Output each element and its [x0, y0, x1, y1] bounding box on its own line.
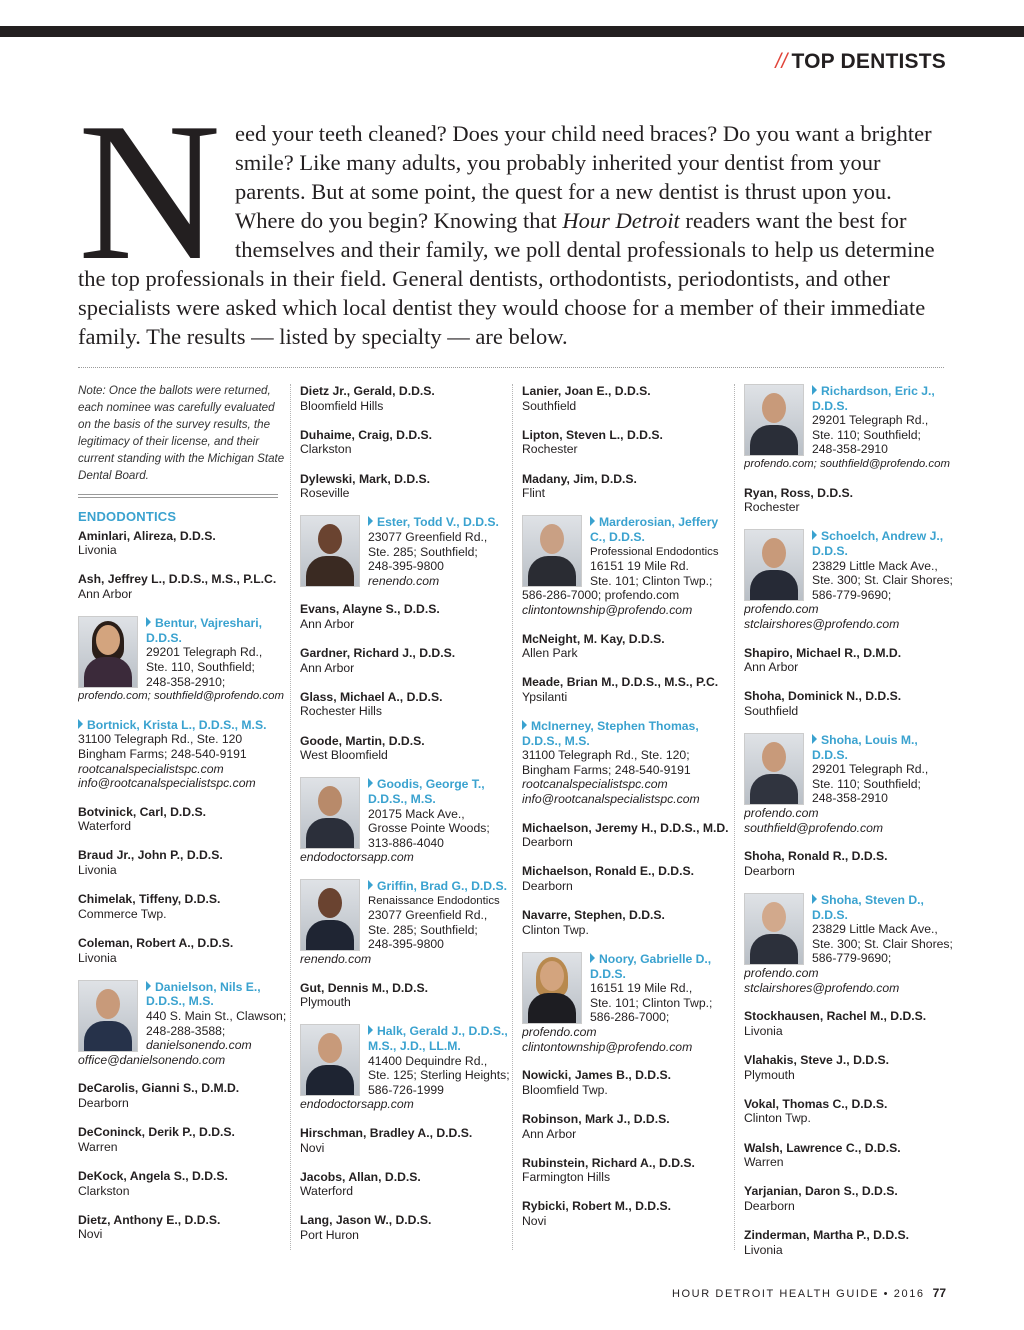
- website: rootcanalspecialistspc.com: [78, 761, 224, 776]
- list-item: [78, 892, 288, 921]
- dentist-photo: [744, 733, 804, 805]
- dentist-name: Meade, Brian M., D.D.S., M.S., P.C.: [522, 675, 719, 690]
- list-item: [522, 821, 732, 850]
- featured-name: Halk, Gerald J., D.D.S., M.S., J.D., LL.M.: [368, 1024, 508, 1053]
- list-item: [522, 1068, 732, 1097]
- triangle-icon: [146, 981, 151, 991]
- list-item: [300, 981, 510, 1010]
- featured-entry: [522, 952, 732, 1054]
- address-line: 23077 Greenfield Rd.,: [368, 908, 488, 923]
- dentist-city: Rochester: [744, 500, 800, 515]
- dentist-name: Chimelak, Tiffeny, D.D.S.: [78, 892, 221, 907]
- list-item: [744, 1228, 954, 1257]
- phone: 586-779-9690;: [812, 951, 892, 966]
- dentist-city: Novi: [78, 1227, 103, 1242]
- dentist-name: Navarre, Stephen, D.D.S.: [522, 908, 665, 923]
- list-item: [78, 805, 288, 834]
- list-item: [78, 1213, 288, 1242]
- featured-name: Danielson, Nils E., D.D.S., M.S.: [146, 979, 261, 1009]
- featured-name: McInerney, Stephen Thomas, D.D.S., M.S.: [522, 719, 699, 748]
- list-item: [522, 632, 732, 661]
- top-bar: [0, 26, 1024, 37]
- featured-name: Richardson, Eric J., D.D.S.: [812, 384, 935, 413]
- address-line: 23829 Little Mack Ave.,: [812, 558, 938, 573]
- dentist-name: DeConinck, Derik P., D.D.S.: [78, 1125, 235, 1140]
- dentist-photo: [522, 515, 582, 587]
- address-line: Ste. 300; St. Clair Shores;: [812, 573, 953, 588]
- featured-entry: [744, 529, 954, 631]
- dentist-city: Rochester Hills: [300, 704, 382, 719]
- phone: 586-726-1999: [368, 1082, 444, 1097]
- page-number: 77: [932, 1286, 946, 1300]
- dentist-city: Roseville: [300, 486, 350, 501]
- featured-name: Schoelch, Andrew J., D.D.S.: [812, 529, 944, 558]
- column-3: [522, 378, 732, 1243]
- dentist-name: Vlahakis, Steve J., D.D.S.: [744, 1052, 889, 1067]
- dentist-city: Novi: [522, 1214, 547, 1229]
- list-item: [78, 572, 288, 601]
- triangle-icon: [368, 516, 373, 526]
- dentist-name: Yarjanian, Daron S., D.D.S.: [744, 1184, 898, 1199]
- dentist-photo: [744, 893, 804, 965]
- address-line: Grosse Pointe Woods;: [368, 821, 490, 836]
- triangle-icon: [812, 385, 817, 395]
- dentist-city: Warren: [744, 1155, 784, 1170]
- website: profendo.com: [744, 602, 819, 617]
- featured-entry: [300, 777, 510, 865]
- list-item: [522, 864, 732, 893]
- website: renendo.com: [368, 573, 440, 588]
- column-divider: [734, 384, 735, 1250]
- dentist-name: Rubinstein, Richard A., D.D.S.: [522, 1155, 695, 1170]
- dentist-city: Dearborn: [522, 879, 573, 893]
- category-heading: ENDODONTICS: [78, 509, 177, 524]
- triangle-icon: [368, 1025, 373, 1035]
- list-item: [522, 1112, 732, 1141]
- address-line: 31100 Telegraph Rd., Ste. 120;: [522, 748, 690, 763]
- triangle-icon: [368, 778, 373, 788]
- website: profendo.com; southfield@profendo.com: [744, 457, 950, 470]
- list-item: [78, 1125, 288, 1154]
- dentist-name: Shoha, Ronald R., D.D.S.: [744, 849, 888, 864]
- featured-entry: [78, 980, 288, 1068]
- address-line: Ste. 110; Southfield;: [812, 427, 921, 442]
- dentist-name: Lipton, Steven L., D.D.S.: [522, 427, 663, 442]
- dentist-name: Rybicki, Robert M., D.D.S.: [522, 1199, 671, 1214]
- dentist-city: Clinton Twp.: [522, 922, 589, 937]
- list-item: [300, 734, 510, 763]
- dentist-city: Novi: [300, 1140, 325, 1155]
- dentist-name: McNeight, M. Kay, D.D.S.: [522, 631, 665, 646]
- address-line: Ste. 101; Clinton Twp.;: [590, 573, 713, 588]
- dentist-name: Aminlari, Alireza, D.D.S.: [78, 528, 216, 543]
- featured-name: Marderosian, Jeffery C., D.D.S.: [590, 515, 719, 544]
- list-item: [744, 1141, 954, 1170]
- list-item: [78, 848, 288, 877]
- address-line: 29201 Telegraph Rd.,: [812, 413, 929, 428]
- featured-name: Noory, Gabrielle D., D.D.S.: [590, 951, 712, 981]
- dentist-name: Stockhausen, Rachel M., D.D.S.: [744, 1009, 927, 1024]
- column-2: [300, 378, 510, 1257]
- column-divider: [290, 384, 291, 1250]
- email: info@rootcanalspecialistspc.com: [78, 776, 256, 791]
- publication-name: HOUR DETROIT HEALTH GUIDE • 2016: [671, 1288, 925, 1300]
- website: danielsonendo.com: [146, 1038, 252, 1053]
- featured-name: Shoha, Louis M., D.D.S.: [812, 733, 918, 762]
- dentist-name: Coleman, Robert A., D.D.S.: [78, 936, 234, 951]
- intro-paragraph: [78, 119, 944, 351]
- website: profendo.com: [744, 965, 819, 980]
- featured-name: Griffin, Brad G., D.D.S.: [300, 879, 510, 894]
- email: info@rootcanalspecialistspc.com: [522, 792, 700, 807]
- list-item: [522, 472, 732, 501]
- dentist-photo: [300, 1024, 360, 1096]
- triangle-icon: [812, 530, 817, 540]
- dentist-city: Commerce Twp.: [78, 906, 167, 921]
- dentist-name: Hirschman, Bradley A., D.D.S.: [300, 1125, 473, 1140]
- phone: 586-286-7000; profendo.com: [522, 588, 680, 603]
- address-line: 23077 Greenfield Rd.,: [368, 529, 488, 544]
- list-item: [78, 1081, 288, 1110]
- dentist-city: Plymouth: [744, 1067, 795, 1082]
- section-slashes: //: [775, 50, 788, 73]
- intro-text-2: readers want the best for themselves and their family, we poll dental professionals to help us determine the top professionals in their field. General dentists, orthodontists, periodontists, and other specialists were asked which local dentist they would choose for a member of their immediate family. The results — listed by specialty — are below.: [78, 208, 935, 349]
- dentist-name: Gut, Dennis M., D.D.S.: [300, 980, 428, 995]
- email: office@danielsonendo.com: [78, 1052, 226, 1067]
- dentist-name: Ash, Jeffrey L., D.D.S., M.S., P.L.C.: [78, 572, 277, 587]
- list-item: [522, 384, 732, 413]
- list-item: [522, 1156, 732, 1185]
- dentist-city: Ypsilanti: [522, 689, 568, 704]
- featured-entry: [522, 515, 732, 617]
- dentist-city: Livonia: [744, 1242, 783, 1257]
- triangle-icon: [590, 516, 595, 526]
- dentist-name: Shapiro, Michael R., D.M.D.: [744, 645, 902, 660]
- email: stclairshores@profendo.com: [744, 980, 900, 995]
- dentist-city: West Bloomfield: [300, 748, 388, 763]
- address-line: Ste. 285; Southfield;: [368, 544, 478, 559]
- dentist-name: Gardner, Richard J., D.D.S.: [300, 646, 456, 661]
- dentist-city: Clarkston: [78, 1183, 130, 1198]
- list-item: [522, 675, 732, 704]
- list-item: [744, 849, 954, 878]
- website: profendo.com; southfield@profendo.com: [78, 690, 284, 703]
- triangle-icon: [368, 880, 373, 890]
- address-line: Ste. 285; Southfield;: [368, 922, 478, 937]
- featured-entry: [300, 1024, 510, 1112]
- featured-entry: [744, 893, 954, 995]
- phone: 248-358-2910: [812, 791, 888, 806]
- featured-entry: [744, 384, 954, 472]
- list-item: [300, 1213, 510, 1242]
- featured-name: Bentur, Vajreshari, D.D.S.: [146, 616, 263, 645]
- address-line: Ste. 300; St. Clair Shores;: [812, 936, 953, 951]
- phone: 248-288-3588;: [146, 1023, 226, 1038]
- dentist-city: Rochester: [522, 442, 578, 457]
- list-item: [300, 1126, 510, 1155]
- dentist-city: Port Huron: [300, 1228, 359, 1243]
- dentist-name: Dylewski, Mark, D.D.S.: [300, 471, 431, 486]
- dentist-photo: [300, 777, 360, 849]
- intro-italic: Hour Detroit: [562, 208, 680, 233]
- dentist-city: Livonia: [78, 543, 117, 558]
- list-item: [522, 428, 732, 457]
- phone: 313-886-4040: [368, 835, 444, 850]
- dentist-city: Waterford: [78, 819, 132, 834]
- triangle-icon: [78, 719, 83, 729]
- dentist-photo: [744, 384, 804, 456]
- dentist-city: Ann Arbor: [300, 660, 355, 675]
- dentist-city: Ann Arbor: [744, 660, 799, 675]
- phone: 586-779-9690;: [812, 587, 892, 602]
- dentist-city: Livonia: [78, 863, 117, 878]
- featured-name: Bortnick, Krista L., D.D.S., M.S.: [78, 718, 288, 733]
- featured-entry: [78, 718, 288, 791]
- triangle-icon: [522, 720, 527, 730]
- address-line: Ste. 110; Southfield;: [812, 776, 921, 791]
- dentist-city: Allen Park: [522, 646, 578, 661]
- dentist-city: Bloomfield Twp.: [522, 1082, 608, 1097]
- dentist-city: Dearborn: [744, 863, 795, 878]
- dentist-city: Livonia: [78, 950, 117, 965]
- list-item: [300, 428, 510, 457]
- address-line: 440 S. Main St., Clawson;: [146, 1009, 287, 1023]
- phone: 248-358-2910;: [146, 674, 226, 689]
- dentist-name: DeCarolis, Gianni S., D.M.D.: [78, 1081, 240, 1096]
- page-footer: [672, 1286, 946, 1300]
- dentist-city: Flint: [522, 486, 546, 501]
- dentist-city: Southfield: [522, 398, 577, 413]
- dentist-photo: [522, 952, 582, 1024]
- featured-entry: [744, 733, 954, 835]
- phone: 248-395-9800: [368, 559, 444, 574]
- website: endodoctorsapp.com: [300, 1097, 414, 1112]
- phone: 248-358-2910: [812, 442, 888, 457]
- list-item: [300, 602, 510, 631]
- list-item: [522, 1199, 732, 1228]
- dentist-name: Lanier, Joan E., D.D.S.: [522, 384, 651, 398]
- dentist-city: Plymouth: [300, 995, 351, 1010]
- dentist-photo: [78, 980, 138, 1052]
- list-item: [744, 1053, 954, 1082]
- column-1: [78, 378, 288, 1257]
- dentist-name: Dietz Jr., Gerald, D.D.S.: [300, 384, 435, 398]
- address-line: Ste. 110, Southfield;: [146, 659, 255, 674]
- column-4: [744, 378, 954, 1272]
- list-item: [744, 1097, 954, 1126]
- dentist-name: Vokal, Thomas C., D.D.S.: [744, 1096, 888, 1111]
- practice-name: Professional Endodontics: [590, 545, 719, 558]
- address-line: Bingham Farms; 248-540-9191: [78, 746, 247, 761]
- column-divider: [512, 384, 513, 1250]
- dentist-city: Ann Arbor: [78, 586, 133, 601]
- list-item: [744, 486, 954, 515]
- dentist-name: Evans, Alayne S., D.D.S.: [300, 602, 440, 617]
- address-line: 20175 Mack Ave.,: [368, 806, 465, 821]
- website: profendo.com: [522, 1024, 597, 1039]
- featured-entry: [522, 719, 732, 807]
- triangle-icon: [146, 617, 151, 627]
- website: rootcanalspecialistspc.com: [522, 777, 668, 792]
- list-item: [300, 1170, 510, 1199]
- dentist-city: Warren: [78, 1139, 118, 1154]
- list-item: [78, 936, 288, 965]
- drop-cap: N: [78, 82, 221, 301]
- dentist-name: Glass, Michael A., D.D.S.: [300, 689, 443, 704]
- phone: 248-395-9800: [368, 937, 444, 952]
- dentist-city: Dearborn: [744, 1198, 795, 1213]
- featured-entry: [300, 515, 510, 588]
- dentist-city: Clinton Twp.: [744, 1111, 811, 1126]
- dentist-name: Nowicki, James B., D.D.S.: [522, 1068, 672, 1083]
- triangle-icon: [812, 734, 817, 744]
- dentist-city: Farmington Hills: [522, 1170, 611, 1185]
- dentist-name: DeKock, Angela S., D.D.S.: [78, 1168, 228, 1183]
- featured-name: Ester, Todd V., D.D.S.: [300, 515, 510, 530]
- list-item: [78, 1169, 288, 1198]
- email: clintontownship@profendo.com: [522, 602, 693, 617]
- dentist-photo: [300, 515, 360, 587]
- email: southfield@profendo.com: [744, 820, 884, 835]
- dentist-photo: [300, 879, 360, 951]
- dentist-name: Braud Jr., John P., D.D.S.: [78, 848, 223, 863]
- dentist-city: Clarkston: [300, 442, 352, 457]
- list-item: [300, 384, 510, 413]
- dentist-city: Ann Arbor: [300, 616, 355, 631]
- address-line: Bingham Farms; 248-540-9191: [522, 762, 691, 777]
- dentist-name: Lang, Jason W., D.D.S.: [300, 1213, 432, 1228]
- dentist-name: Walsh, Lawrence C., D.D.S.: [744, 1140, 901, 1155]
- dentist-city: Livonia: [744, 1023, 783, 1038]
- list-item: [300, 646, 510, 675]
- dentist-photo: [744, 529, 804, 601]
- dentist-city: Bloomfield Hills: [300, 398, 384, 413]
- list-item: [744, 1009, 954, 1038]
- address-line: 29201 Telegraph Rd.,: [146, 645, 263, 660]
- website: endodoctorsapp.com: [300, 850, 414, 865]
- address-line: 23829 Little Mack Ave.,: [812, 922, 938, 937]
- dentist-name: Duhaime, Craig, D.D.S.: [300, 427, 433, 442]
- address-line: 29201 Telegraph Rd.,: [812, 762, 929, 777]
- featured-name: Goodis, George T., D.D.S., M.S.: [368, 777, 485, 807]
- address-line: 41400 Dequindre Rd.,: [368, 1053, 488, 1068]
- list-item: [300, 472, 510, 501]
- dentist-photo: [78, 616, 138, 688]
- website: renendo.com: [300, 951, 372, 966]
- list-item: [744, 646, 954, 675]
- double-rule: [78, 494, 278, 498]
- section-header: [775, 50, 946, 74]
- dentist-name: Robinson, Mark J., D.D.S.: [522, 1111, 670, 1126]
- list-item: [522, 908, 732, 937]
- dentist-name: Botvinick, Carl, D.D.S.: [78, 804, 206, 819]
- dentist-city: Dearborn: [522, 835, 573, 850]
- note: Note: Once the ballots were returned, each nominee was carefully evaluated on the basis of the survey results, the legitimacy of their license, and their current standing with the Michigan State Dental Board.: [78, 384, 285, 482]
- list-item: [78, 529, 288, 558]
- dentist-city: Waterford: [300, 1184, 354, 1199]
- dentist-name: Goode, Martin, D.D.S.: [300, 733, 425, 748]
- intro-text-1: eed your teeth cleaned? Does your child need braces? Do you want a brighter smile? Like many adults, you probably inherited your dentist from your parents. But at some point, the quest for a new dentist is thrust upon you. Where do you begin? Knowing that: [235, 121, 932, 233]
- dentist-name: Jacobs, Allan, D.D.S.: [300, 1169, 421, 1184]
- email: clintontownship@profendo.com: [522, 1039, 693, 1054]
- address-line: 16151 19 Mile Rd.,: [590, 981, 693, 996]
- address-line: 16151 19 Mile Rd.: [590, 559, 689, 574]
- section-title: TOP DENTISTS: [791, 50, 946, 73]
- email: stclairshores@profendo.com: [744, 616, 900, 631]
- featured-entry: [78, 616, 288, 704]
- featured-entry: [300, 879, 510, 967]
- dentist-name: Dietz, Anthony E., D.D.S.: [78, 1212, 221, 1227]
- dentist-name: Michaelson, Jeremy H., D.D.S., M.D.: [522, 820, 729, 835]
- phone: 586-286-7000;: [590, 1010, 670, 1025]
- divider-rule: [78, 367, 944, 368]
- dentist-name: Zinderman, Martha P., D.D.S.: [744, 1228, 910, 1243]
- triangle-icon: [590, 953, 595, 963]
- dentist-city: Dearborn: [78, 1095, 129, 1110]
- dentist-name: Ryan, Ross, D.D.S.: [744, 485, 854, 500]
- list-item: [300, 690, 510, 719]
- dentist-name: Michaelson, Ronald E., D.D.S.: [522, 864, 695, 879]
- featured-name: Shoha, Steven D., D.D.S.: [812, 893, 924, 922]
- practice-name: Renaissance Endodontics: [368, 894, 500, 907]
- address-line: 31100 Telegraph Rd., Ste. 120: [78, 732, 243, 747]
- address-line: Ste. 125; Sterling Heights;: [368, 1068, 510, 1083]
- dentist-city: Ann Arbor: [522, 1126, 577, 1141]
- dentist-city: Southfield: [744, 703, 799, 718]
- dentist-name: Shoha, Dominick N., D.D.S.: [744, 689, 902, 704]
- address-line: Ste. 101; Clinton Twp.;: [590, 995, 713, 1010]
- website: profendo.com: [744, 806, 819, 821]
- dentist-name: Madany, Jim, D.D.S.: [522, 471, 637, 486]
- list-item: [744, 1184, 954, 1213]
- list-item: [744, 689, 954, 718]
- triangle-icon: [812, 894, 817, 904]
